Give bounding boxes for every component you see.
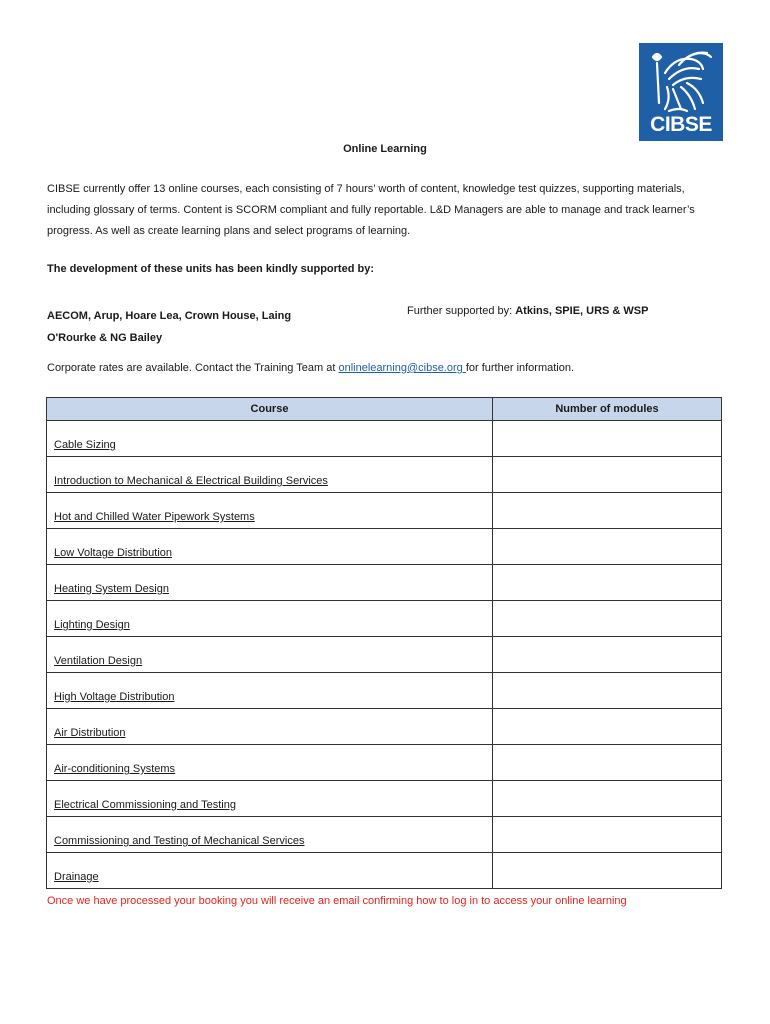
course-link[interactable]: Commissioning and Testing of Mechanical Services xyxy=(47,817,493,853)
corporate-rates-text: Corporate rates are available. Contact the Training Team at xyxy=(47,362,339,374)
course-link[interactable]: Introduction to Mechanical & Electrical Building Services xyxy=(47,457,493,493)
intro-paragraph: CIBSE currently offer 13 online courses, each consisting of 7 hours’ worth of content, knowledge test quizzes, supporting materials, including glossary of terms. Content is SCORM compliant and fully reportable. L&D Managers are able to manage and track learner’s progress. As well as create learning plans and select programs of learning. xyxy=(47,183,695,237)
course-link[interactable]: Air-conditioning Systems xyxy=(47,745,493,781)
booking-confirmation-note: Once we have processed your booking you will receive an email confirming how to log in to access your online learning xyxy=(47,895,627,907)
column-header-course: Course xyxy=(47,398,493,421)
table-row xyxy=(47,817,722,853)
course-link[interactable]: Cable Sizing xyxy=(47,421,493,457)
course-link[interactable]: Lighting Design xyxy=(47,601,493,637)
modules-cell xyxy=(493,817,722,853)
table-row xyxy=(47,565,722,601)
further-supporters xyxy=(407,305,648,317)
modules-cell xyxy=(493,529,722,565)
cibse-logo xyxy=(639,43,723,141)
course-link[interactable]: Drainage xyxy=(47,853,493,889)
modules-cell xyxy=(493,637,722,673)
course-link[interactable]: Hot and Chilled Water Pipework Systems xyxy=(47,493,493,529)
course-link[interactable]: Air Distribution xyxy=(47,709,493,745)
course-link[interactable]: Electrical Commissioning and Testing xyxy=(47,781,493,817)
table-row xyxy=(47,601,722,637)
corporate-rates-suffix: for further information. xyxy=(465,362,575,374)
course-link[interactable]: Ventilation Design xyxy=(47,637,493,673)
table-row xyxy=(47,457,722,493)
column-header-modules: Number of modules xyxy=(493,398,722,421)
supported-by-heading: The development of these units has been kindly supported by: xyxy=(47,263,374,275)
modules-cell xyxy=(493,493,722,529)
training-email-link[interactable]: onlinelearning@cibse.org xyxy=(338,362,466,374)
modules-cell xyxy=(493,853,722,889)
primary-supporters-line-1: AECOM, Arup, Hoare Lea, Crown House, Laing xyxy=(47,310,292,322)
modules-cell xyxy=(493,781,722,817)
course-link[interactable]: High Voltage Distribution xyxy=(47,673,493,709)
table-row xyxy=(47,529,722,565)
table-row xyxy=(47,673,722,709)
courses-table xyxy=(46,397,722,889)
page-title: Online Learning xyxy=(343,143,427,155)
further-supporters-prefix: Further supported by: xyxy=(407,305,516,317)
table-row xyxy=(47,493,722,529)
logo-wordmark: CIBSE xyxy=(650,113,712,136)
table-row xyxy=(47,781,722,817)
modules-cell xyxy=(493,673,722,709)
modules-cell xyxy=(493,421,722,457)
primary-supporters-line-2: O'Rourke & NG Bailey xyxy=(47,332,163,344)
course-link[interactable]: Heating System Design xyxy=(47,565,493,601)
modules-cell xyxy=(493,709,722,745)
table-header-row xyxy=(47,398,722,421)
table-row xyxy=(47,745,722,781)
table-row xyxy=(47,853,722,889)
further-supporters-names: Atkins, SPIE, URS & WSP xyxy=(515,305,649,317)
modules-cell xyxy=(493,745,722,781)
modules-cell xyxy=(493,601,722,637)
table-row xyxy=(47,421,722,457)
course-link[interactable]: Low Voltage Distribution xyxy=(47,529,493,565)
table-row xyxy=(47,637,722,673)
table-row xyxy=(47,709,722,745)
modules-cell xyxy=(493,457,722,493)
primary-supporters xyxy=(47,305,291,349)
corporate-rates-note xyxy=(47,362,574,374)
modules-cell xyxy=(493,565,722,601)
